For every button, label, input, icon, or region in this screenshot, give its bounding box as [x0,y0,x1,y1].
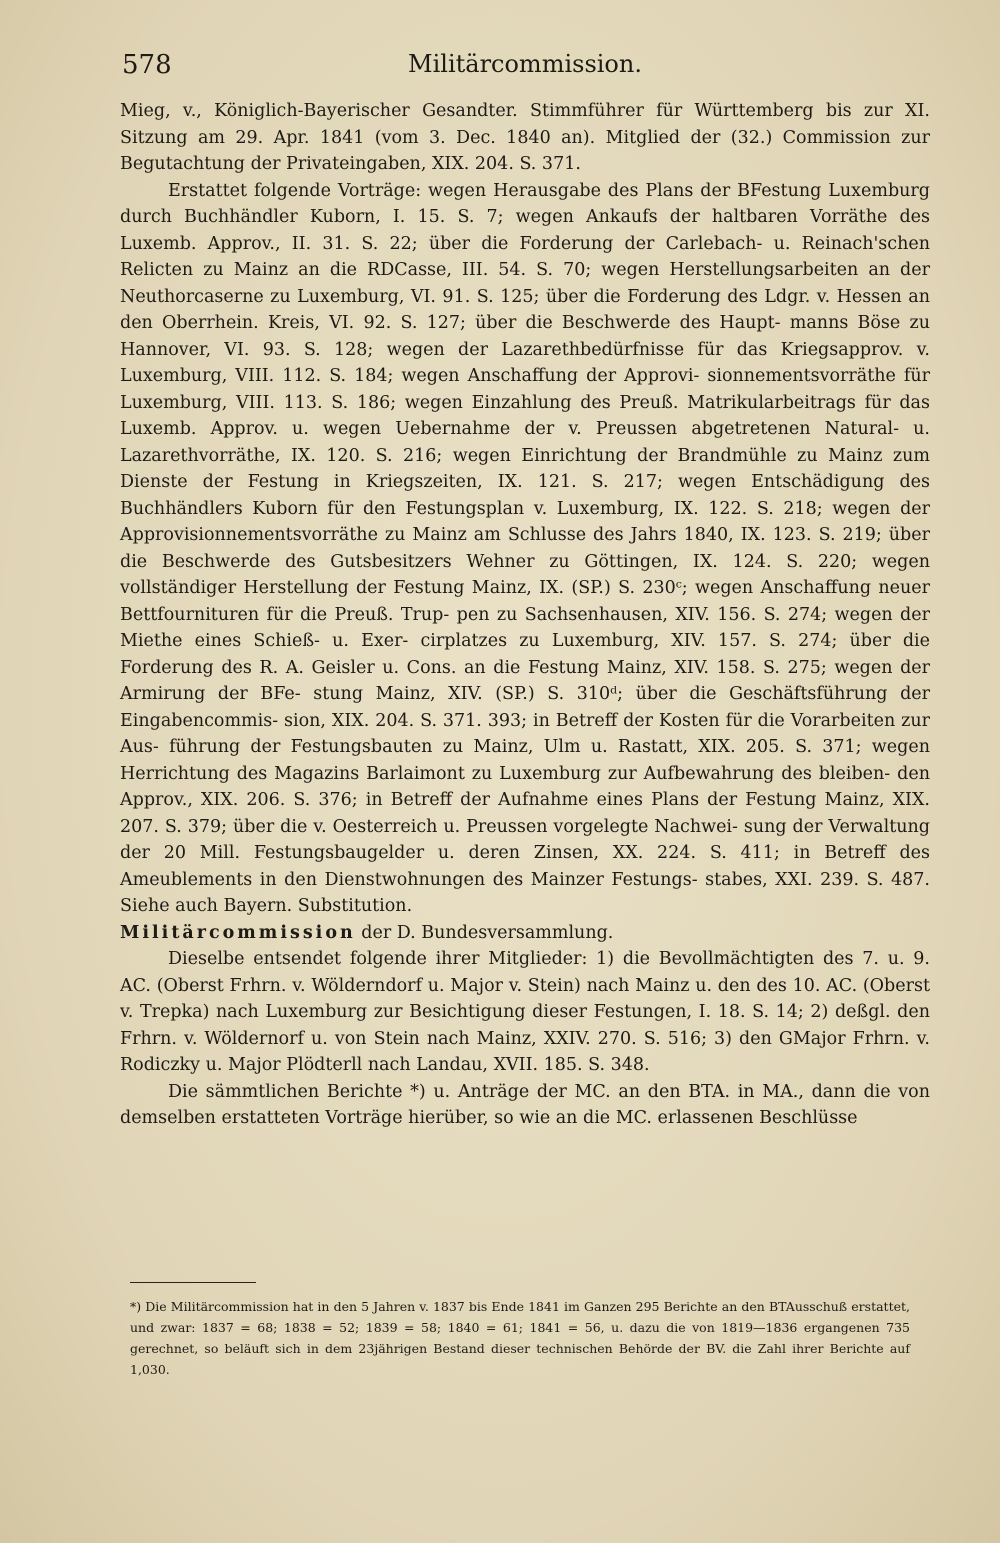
text-line: 270. S. 516; 3) den GMajor Frhrn. v. Rodiczky u. Major Plödterll nach Landau, [120,1028,930,1075]
text-line: Die sämmtlichen Berichte *) u. Anträge der MC. an den BTA. in MA., dann die [168,1081,891,1102]
text-line: abgetretenen Natural- u. Lazarethvorräthe, IX. 120. S. 216; wegen Einrichtung der [120,419,930,466]
text-line: sion, XIX. 204. S. 371. 393; in Betreff der Kosten für die Vorarbeiten zur Aus- [120,710,930,757]
text-line: Göttingen, IX. 124. S. 220; wegen vollständiger Herstellung der Festung Mainz, [120,551,930,598]
heading-rest: der D. Bundesversammlung. [355,922,614,943]
running-title: Militärcommission. [408,50,642,78]
text-line: sionnementsvorräthe für Luxemburg, VIII. 113. S. 186; wegen Einzahlung des Preuß. [120,366,930,413]
text-line: IX. (SP.) S. 230ᶜ; wegen Anschaffung neuer Bettfournituren für die Preuß. Trup- [120,578,930,625]
text-line: durch Buchhändler Kuborn, I. 15. S. 7; wegen Ankaufs der haltbaren Vorräthe des [120,207,930,227]
page-header [122,50,928,90]
text-line: wegen Entschädigung des Buchhändlers Kuborn für den Festungsplan v. Luxemburg, [120,472,930,519]
entry-mieg-paragraph [120,178,930,920]
text-line: IX. 122. S. 218; wegen der Approvisionnementsvorräthe zu Mainz am Schlusse des [120,498,930,545]
text-line: Brandmühle zu Mainz zum Dienste der Festung in Kriegszeiten, IX. 121. S. 217; [120,445,930,492]
entry-militaercommission-heading [120,920,930,947]
text-line: Matrikularbeitrags für das Luxemb. Approv. u. wegen Uebernahme der v. Preussen [120,392,930,439]
text-line: führung der Festungsbauten zu Mainz, Ulm u. Rastatt, XIX. 205. S. 371; wegen [169,737,930,757]
text-line: Zahl ihrer Berichte auf 1,030. [130,1341,910,1377]
text-line: Hessen an den Oberrhein. Kreis, VI. 92. S. 127; über die Beschwerde des Haupt- [120,286,930,333]
headword: Militärcommission [120,922,356,943]
text-line: Jahrs 1840, IX. 123. S. 219; über die Beschwerde des Gutsbesitzers Wehner zu [120,525,930,572]
text-line: Erstattet folgende Vorträge: wegen Herausgabe des Plans der BFestung Luxemburg [168,180,930,201]
text-line: sung der Verwaltung der 20 Mill. Festungsbaugelder u. deren Zinsen, XX. 224. [120,816,930,863]
text-line: der Neuthorcaserne zu Luxemburg, VI. 91. S. 125; über die Forderung des Ldgr. v. [120,260,930,307]
text-line: AC. (Oberst Frhrn. v. Wölderndorf u. Major v. Stein) nach Mainz u. den des 10. [120,975,821,996]
text-line: manns Böse zu Hannover, VI. 93. S. 128; wegen der Lazarethbedürfnisse für das [120,313,930,360]
text-line: u. Cons. an die Festung Mainz, XIV. 158. S. 275; wegen der Armirung der BFe- [120,657,930,704]
text-line: pen zu Sachsenhausen, XIV. 156. S. 274; wegen der Miethe eines Schieß- u. Exer- [120,604,930,651]
text-line: stabes, XXI. 239. S. 487. Siehe auch Bayern. Substitution. [120,869,930,916]
text-line: Mainz, XIX. 207. S. 379; über die v. Oesterreich u. Preussen vorgelegte Nachwei- [120,790,930,837]
entry-militaercommission-paragraph-1 [120,946,930,1079]
text-line: S. 411; in Betreff des Ameublements in den Dienstwohnungen des Mainzer Festungs- [120,843,930,890]
entry-mieg-heading [120,98,930,178]
page-body [120,98,930,1132]
text-line: *) Die Militärcommission hat in den 5 Jahren v. 1837 bis Ende 1841 im Ganzen 295 Berichte an den BTAusschuß [130,1299,848,1314]
footnote-rule [130,1282,256,1283]
page-number: 578 [122,50,172,80]
text-line: cirplatzes zu Luxemburg, XIV. 157. S. 274; über die Forderung des R. A. Geisler [120,631,930,678]
text-line: Luxemb. Approv., II. 31. S. 22; über die Forderung der Carlebach- u. Reinach'schen [120,233,930,254]
text-line: von demselben erstatteten Vorträge hierüber, so wie an die MC. erlassenen Beschlüsse [120,1081,930,1128]
entry-militaercommission-paragraph-2 [120,1079,930,1132]
text-line: stung Mainz, XIV. (SP.) S. 310ᵈ; über die Geschäftsführung der Eingabencommis- [120,684,930,731]
text-line: Sitzung am 29. Apr. 1841 (vom 3. Dec. 1840 an). Mitglied der (32.) Commission [120,127,891,148]
text-line: Herrichtung des Magazins Barlaimont zu Luxemburg zur Aufbewahrung des bleiben- [120,763,891,784]
text-line: Kriegsapprov. v. Luxemburg, VIII. 112. S. 184; wegen Anschaffung der Approvi- [120,339,930,386]
text-line: Dieselbe entsendet folgende ihrer Mitglieder: 1) die Bevollmächtigten des 7. u. 9. [168,949,930,969]
footnote-text [130,1296,910,1380]
text-line: AC. (Oberst v. Trepka) nach Luxemburg zur Besichtigung dieser Festungen, I. 18. [120,975,930,1022]
text-line: den Approv., XIX. 206. S. 376; in Betreff der Aufnahme eines Plans der Festung [120,763,930,810]
footnote [130,1296,910,1380]
text-line: XVII. 185. S. 348. [493,1055,650,1075]
text-line: Mieg, v., Königlich-Bayerischer Gesandter. Stimmführer für Württemberg bis zur XI. [120,101,930,121]
text-line: Relicten zu Mainz an die RDCasse, III. 54. S. 70; wegen Herstellungsarbeiten an [120,260,891,280]
text-line: ergangenen 735 gerechnet, so beläuft sich in dem 23jährigen Bestand dieser technischen Behörde der BV. die [130,1320,910,1356]
text-line: erstattet, und zwar: 1837 = 68; 1838 = 52; 1839 = 58; 1840 = 61; 1841 = 56, u. dazu die von 1819—1836 [130,1299,910,1335]
text-line: S. 14; 2) deßgl. den Frhrn. v. Wöldernorf u. von Stein nach Mainz, XXIV. [120,1002,930,1049]
text-line: zur Begutachtung der Privateingaben, XIX. 204. S. 371. [120,127,930,174]
